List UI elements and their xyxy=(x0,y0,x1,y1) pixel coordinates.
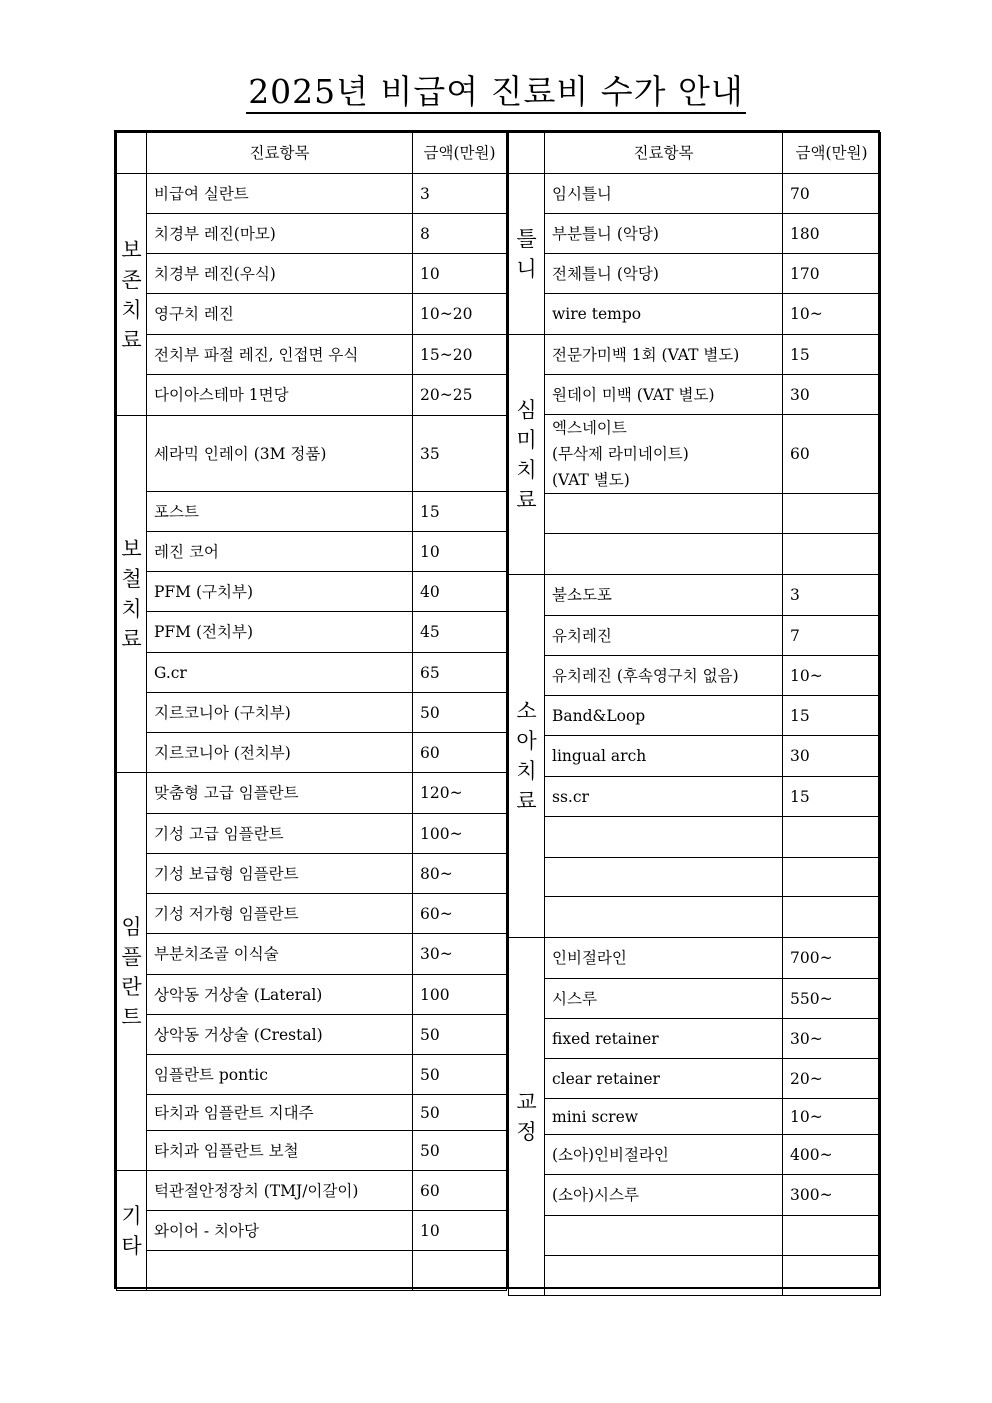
item-price: 70 xyxy=(783,174,881,214)
item-name: 턱관절안정장치 (TMJ/이갈이) xyxy=(147,1171,413,1211)
table-row xyxy=(509,696,881,736)
item-name: Band&Loop xyxy=(545,696,783,736)
header-category-cell xyxy=(509,133,545,174)
item-name: G.cr xyxy=(147,653,413,693)
item-name: 엑스네이트 (무삭제 라미네이트) (VAT 별도) xyxy=(545,415,783,494)
item-price: 50 xyxy=(413,1095,507,1131)
table-row xyxy=(117,375,507,416)
item-price: 100~ xyxy=(413,814,507,854)
item-price: 170 xyxy=(783,254,881,294)
category-label: 임 플 란 트 xyxy=(117,773,147,1171)
header-price: 금액(만원) xyxy=(413,133,507,174)
item-name xyxy=(545,817,783,858)
table-row xyxy=(509,214,881,254)
table-row xyxy=(509,1059,881,1099)
item-name: 치경부 레진(마모) xyxy=(147,214,413,254)
item-name: 원데이 미백 (VAT 별도) xyxy=(545,375,783,415)
item-price xyxy=(783,534,881,575)
item-name: (소아)인비절라인 xyxy=(545,1135,783,1175)
item-name: 타치과 임플란트 보철 xyxy=(147,1131,413,1171)
table-row xyxy=(509,1256,881,1296)
item-price: 30 xyxy=(783,375,881,415)
item-price: 120~ xyxy=(413,773,507,814)
item-name: 세라믹 인레이 (3M 정품) xyxy=(147,416,413,492)
table-row xyxy=(117,653,507,693)
table-row xyxy=(509,1099,881,1135)
table-row xyxy=(509,494,881,534)
item-price: 10~ xyxy=(783,1099,881,1135)
table-row xyxy=(117,854,507,894)
category-label: 소 아 치 료 xyxy=(509,575,545,938)
item-price: 7 xyxy=(783,616,881,656)
header-row xyxy=(509,133,881,174)
table-row xyxy=(117,492,507,532)
item-name: PFM (전치부) xyxy=(147,612,413,653)
item-price: 60 xyxy=(783,415,881,494)
table-row xyxy=(509,294,881,335)
header-row xyxy=(117,133,507,174)
item-price: 45 xyxy=(413,612,507,653)
table-row xyxy=(117,335,507,375)
item-name: 지르코니아 (전치부) xyxy=(147,733,413,773)
item-name: 전치부 파절 레진, 인접면 우식 xyxy=(147,335,413,375)
table-row xyxy=(509,534,881,575)
item-name: 부분치조골 이식술 xyxy=(147,934,413,975)
item-name: 영구치 레진 xyxy=(147,294,413,335)
item-name: 맞춤형 고급 임플란트 xyxy=(147,773,413,814)
item-name: mini screw xyxy=(545,1099,783,1135)
table-row xyxy=(117,894,507,934)
item-price: 65 xyxy=(413,653,507,693)
item-price xyxy=(783,858,881,897)
item-price: 30~ xyxy=(413,934,507,975)
item-price: 50 xyxy=(413,1015,507,1055)
item-name: 기성 고급 임플란트 xyxy=(147,814,413,854)
item-name xyxy=(545,897,783,938)
item-name: 레진 코어 xyxy=(147,532,413,572)
item-price: 30 xyxy=(783,736,881,777)
item-name: 지르코니아 (구치부) xyxy=(147,693,413,733)
item-price: 15 xyxy=(413,492,507,532)
item-name: 타치과 임플란트 지대주 xyxy=(147,1095,413,1131)
table-row xyxy=(509,415,881,494)
page-title-text: 2025년 비급여 진료비 수가 안내 xyxy=(246,72,746,114)
item-price xyxy=(783,817,881,858)
table-row xyxy=(509,1216,881,1256)
table-row xyxy=(509,335,881,375)
item-name xyxy=(545,494,783,534)
item-name: clear retainer xyxy=(545,1059,783,1099)
item-price: 20~25 xyxy=(413,375,507,416)
table-row xyxy=(509,375,881,415)
item-price: 40 xyxy=(413,572,507,612)
category-label: 보 존 치 료 xyxy=(117,174,147,416)
category-label: 보 철 치 료 xyxy=(117,416,147,773)
item-name: 부분틀니 (악당) xyxy=(545,214,783,254)
item-price: 3 xyxy=(783,575,881,616)
item-price: 50 xyxy=(413,693,507,733)
table-row xyxy=(117,1015,507,1055)
item-name: 불소도포 xyxy=(545,575,783,616)
item-name: 유치레진 (후속영구치 없음) xyxy=(545,656,783,696)
table-row xyxy=(117,773,507,814)
header-item: 진료항목 xyxy=(147,133,413,174)
table-row xyxy=(509,174,881,214)
item-price xyxy=(783,1256,881,1296)
item-price: 10~ xyxy=(783,294,881,335)
item-price: 400~ xyxy=(783,1135,881,1175)
item-price: 50 xyxy=(413,1131,507,1171)
item-price: 15~20 xyxy=(413,335,507,375)
category-label: 기 타 xyxy=(117,1171,147,1291)
table-row xyxy=(509,575,881,616)
item-name xyxy=(545,1256,783,1296)
item-name: 기성 저가형 임플란트 xyxy=(147,894,413,934)
table-row xyxy=(509,979,881,1019)
item-price: 60 xyxy=(413,1171,507,1211)
table-row xyxy=(509,1135,881,1175)
item-price: 100 xyxy=(413,975,507,1015)
item-name: 상악동 거상술 (Crestal) xyxy=(147,1015,413,1055)
category-label: 교 정 xyxy=(509,938,545,1296)
item-price: 180 xyxy=(783,214,881,254)
item-price: 3 xyxy=(413,174,507,214)
item-price xyxy=(413,1251,507,1291)
table-row xyxy=(509,616,881,656)
table-row xyxy=(117,294,507,335)
item-name: 인비절라인 xyxy=(545,938,783,979)
table-row xyxy=(117,416,507,492)
item-name: (소아)시스루 xyxy=(545,1175,783,1216)
table-row xyxy=(117,572,507,612)
item-price: 10 xyxy=(413,532,507,572)
item-name: ss.cr xyxy=(545,777,783,817)
table-row xyxy=(117,1055,507,1095)
price-board xyxy=(114,130,880,1289)
left-price-table xyxy=(116,132,507,1291)
table-row xyxy=(117,733,507,773)
table-row xyxy=(117,612,507,653)
item-name: 시스루 xyxy=(545,979,783,1019)
item-name: 상악동 거상술 (Lateral) xyxy=(147,975,413,1015)
item-name: wire tempo xyxy=(545,294,783,335)
table-row xyxy=(509,656,881,696)
table-row xyxy=(509,938,881,979)
item-name: 포스트 xyxy=(147,492,413,532)
table-row xyxy=(117,934,507,975)
item-name: 다이아스테마 1면당 xyxy=(147,375,413,416)
item-price: 15 xyxy=(783,335,881,375)
item-price: 15 xyxy=(783,777,881,817)
table-row xyxy=(117,1131,507,1171)
item-name: lingual arch xyxy=(545,736,783,777)
table-row xyxy=(117,174,507,214)
category-label: 심 미 치 료 xyxy=(509,335,545,575)
item-name: fixed retainer xyxy=(545,1019,783,1059)
item-price: 300~ xyxy=(783,1175,881,1216)
item-name: 유치레진 xyxy=(545,616,783,656)
table-row xyxy=(509,1019,881,1059)
right-price-table xyxy=(508,132,881,1296)
item-price xyxy=(783,1216,881,1256)
item-name xyxy=(545,858,783,897)
item-name: 비급여 실란트 xyxy=(147,174,413,214)
table-row xyxy=(117,1211,507,1251)
item-price: 8 xyxy=(413,214,507,254)
item-name: 임시틀니 xyxy=(545,174,783,214)
item-price xyxy=(783,494,881,534)
table-row xyxy=(117,532,507,572)
table-row xyxy=(509,858,881,897)
page-title xyxy=(0,70,992,114)
table-row xyxy=(509,777,881,817)
item-name: 임플란트 pontic xyxy=(147,1055,413,1095)
item-price xyxy=(783,897,881,938)
table-row xyxy=(117,254,507,294)
item-price: 30~ xyxy=(783,1019,881,1059)
item-name xyxy=(147,1251,413,1291)
item-price: 20~ xyxy=(783,1059,881,1099)
item-name xyxy=(545,1216,783,1256)
item-price: 50 xyxy=(413,1055,507,1095)
item-price: 15 xyxy=(783,696,881,736)
item-price: 60~ xyxy=(413,894,507,934)
item-price: 10~ xyxy=(783,656,881,696)
category-label: 틀 니 xyxy=(509,174,545,335)
item-price: 10 xyxy=(413,1211,507,1251)
item-name: 치경부 레진(우식) xyxy=(147,254,413,294)
table-row xyxy=(117,1171,507,1211)
item-name: 와이어 - 치아당 xyxy=(147,1211,413,1251)
item-name: 전문가미백 1회 (VAT 별도) xyxy=(545,335,783,375)
item-price: 550~ xyxy=(783,979,881,1019)
table-row xyxy=(509,736,881,777)
table-row xyxy=(117,214,507,254)
item-name: 전체틀니 (악당) xyxy=(545,254,783,294)
item-name: PFM (구치부) xyxy=(147,572,413,612)
item-price: 35 xyxy=(413,416,507,492)
item-price: 80~ xyxy=(413,854,507,894)
table-row xyxy=(509,1175,881,1216)
header-price: 금액(만원) xyxy=(783,133,881,174)
item-name: 기성 보급형 임플란트 xyxy=(147,854,413,894)
table-row xyxy=(509,254,881,294)
table-row xyxy=(117,814,507,854)
item-price: 10 xyxy=(413,254,507,294)
item-price: 700~ xyxy=(783,938,881,979)
table-row xyxy=(117,975,507,1015)
table-row xyxy=(117,693,507,733)
table-row xyxy=(509,817,881,858)
item-name xyxy=(545,534,783,575)
table-row xyxy=(509,897,881,938)
item-price: 10~20 xyxy=(413,294,507,335)
item-price: 60 xyxy=(413,733,507,773)
header-item: 진료항목 xyxy=(545,133,783,174)
table-row xyxy=(117,1095,507,1131)
table-row xyxy=(117,1251,507,1291)
header-category-cell xyxy=(117,133,147,174)
